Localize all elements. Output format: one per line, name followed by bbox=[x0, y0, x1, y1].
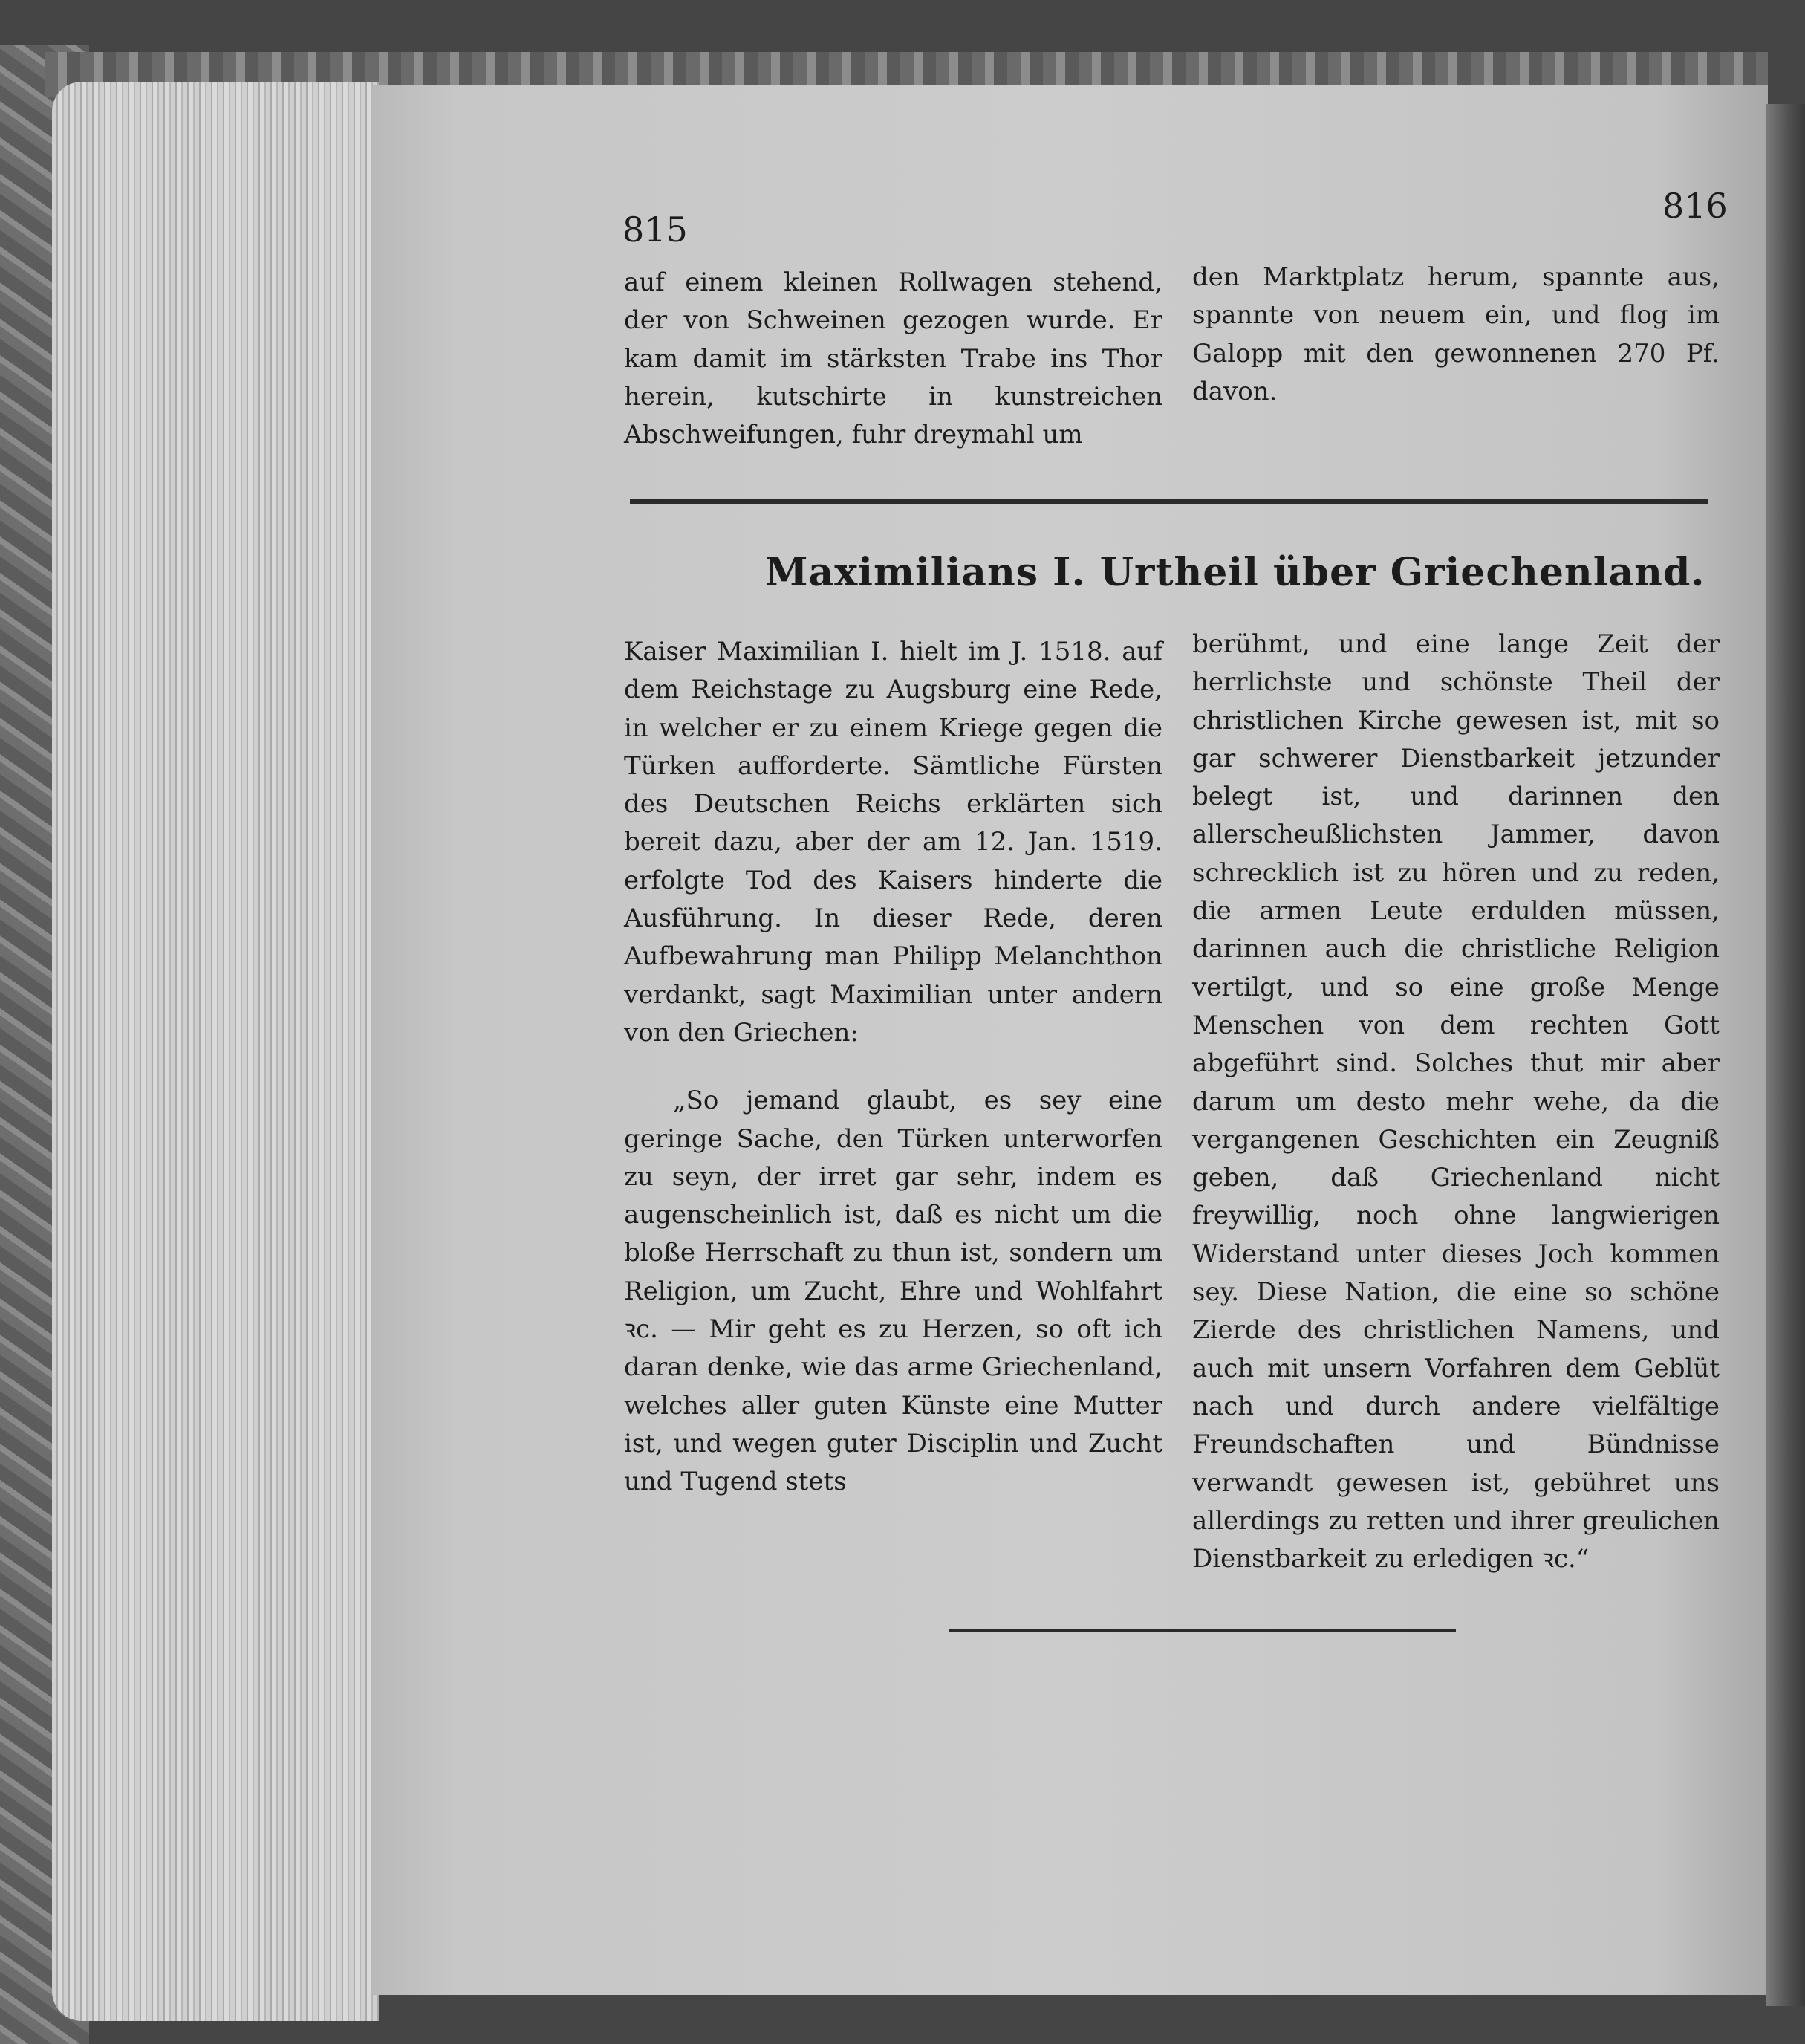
article-paragraph-quote-start: „So jemand glaubt, es sey eine geringe Sache, den Türken unterworfen zu seyn, der irret gar sehr, indem es augenscheinlich ist, daß es nicht um die bloße Herrschaft zu thun ist, sondern um Religion, um Zucht, Ehre und Wohlfahrt ꝛc. — Mir geht es zu Herzen, so oft ich daran denke, wie das arme Griechenland, welches aller guten Künste eine Mutter ist, und wegen guter Disciplin und Zucht und Tugend stets bbox=[624, 1086, 1162, 1497]
top-article-left-column: auf einem kleinen Rollwagen stehend, der von Schweinen gezogen wurde. Er kam damit im stärksten Trabe ins Thor herein, kutschirte in kunstreichen Abschweifungen, fuhr dreymahl um bbox=[624, 267, 1162, 450]
article-right-column: berühmt, und eine lange Zeit der herrlichste und schönste Theil der christlichen Kirche gewesen ist, mit so gar schwerer Dienstbarkeit jetzunder belegt ist, und darinnen den allerscheußlichsten Jammer, davon schrecklich ist zu hören und zu reden, die armen Leute erdulden müssen, darinnen auch die christliche Religion vertilgt, und so eine große Menge Menschen von dem rechten Gott abgeführt sind. Solches thut mir aber darum um desto mehr wehe, da die vergangenen Geschichten ein Zeugniß geben, daß Griechenland nicht freywillig, noch ohne langwierigen Widerstand unter dieses Joch kommen sey. Diese Nation, die eine so schöne Zierde des christlichen Namens, und auch mit unsern Vorfahren dem Geblüt nach und durch andere vielfältige Freundschaften und Bündnisse verwandt gewesen ist, gebühret uns allerdings zu retten und ihrer greulichen Dienstbarkeit zu erledigen ꝛc.“ bbox=[1192, 629, 1720, 1574]
section-separator-rule bbox=[630, 499, 1708, 504]
page-number-right: 816 bbox=[1662, 186, 1728, 226]
article-title: Maximilians I. Urtheil über Griechenland. bbox=[765, 550, 1705, 595]
top-article-right-column: den Marktplatz herum, spannte aus, spannte von neuem ein, und flog im Galopp mit den gewonnenen 270 Pf. davon. bbox=[1192, 262, 1720, 406]
closing-rule bbox=[949, 1629, 1456, 1632]
page-number-left: 815 bbox=[622, 210, 688, 250]
article-paragraph-intro: Kaiser Maximilian I. hielt im J. 1518. auf dem Reichstage zu Augsburg eine Rede, in welcher er zu einem Kriege gegen die Türken aufforderte. Sämtliche Fürsten des Deutschen Reichs erklärten sich bereit dazu, aber der am 12. Jan. 1519. erfolgte Tod des Kaisers hinderte die Ausführung. In dieser Rede, deren Aufbewahrung man Philipp Melanchthon verdankt, sagt Maximilian unter andern von den Griechen: bbox=[624, 637, 1162, 1048]
paragraph-gap bbox=[624, 1052, 1162, 1082]
right-page-shadow bbox=[1766, 104, 1805, 2006]
article-left-column bbox=[624, 633, 1162, 1502]
page-edge-stack bbox=[52, 82, 379, 2021]
